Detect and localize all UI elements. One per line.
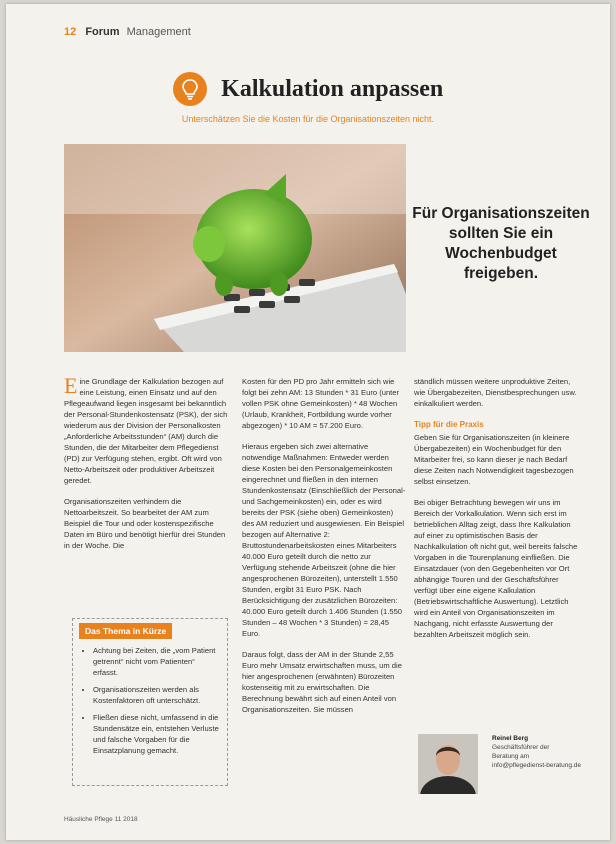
- text-column-3: [414, 376, 578, 650]
- author-box: [414, 730, 592, 798]
- paragraph: Daraus folgt, dass der AM in der Stunde 2,55 Euro mehr Umsatz erwirtschaften muss, um die hier angesprochenen (erwähnten) Bürozeiten kostenseitig mit zu erwirtschaften. Die Berechnung bewährt sich auf einen Anteil von Organisationszeiten. Sie müssen: [242, 650, 402, 714]
- author-role-2: Beratung am: [492, 753, 530, 760]
- author-role: Geschäftsführer der: [492, 744, 550, 751]
- category-label: Management: [126, 26, 191, 38]
- paragraph: Kosten für den PD pro Jahr ermitteln sich wie folgt bei zehn AM: 13 Stunden * 31 Euro (unter vollen PSK ohne Gemeinkosten) * 48 Wochen (Urlaub, Krankheit, Fortbildung wurde vorher abgezogen) * 10 AM = 57.200 Euro.: [242, 377, 400, 430]
- article-title: Kalkulation anpassen: [221, 75, 444, 102]
- magazine-page: [6, 4, 610, 840]
- author-name: Reinel Berg: [492, 735, 529, 742]
- list-item: • Organisationszeiten werden als Kostenfaktoren oft unterschätzt.: [93, 684, 219, 706]
- tip-text: Geben Sie für Organisationszeiten (in kleinere Übergabezeiten) ein Wochenbudget für den Mitarbeiter frei, so kann dieser je nach Bedarf diese Zeiten nach Notwendigkeit tagesbezogen selbst einsetzen.: [414, 433, 574, 486]
- page-number: 12: [64, 26, 77, 38]
- paragraph: Hieraus ergeben sich zwei alternative notwendige Maßnahmen: Entweder werden diese Kosten bei den Personalgemeinkosten eingerechnet und fließen in den internen Stundenkostensatz (Einschließlich der Personal- und Sachgemeinkosten) ein, oder es wird bereits der PSK (siehe oben) Gemeinkosten) des AM reduziert und ausgewiesen. Ein Beispiel bezogen auf Alternative 2: Bruttostundenarbeitskosten eines Mitarbeiters 40.000 Euro geteilt durch die netto zur Verfügung stehende Arbeitszeit (ohne die hier angesprochenen Bürozeiten), unterstellt 1.550 Stunden, ergibt 31 Euro PSK. Nach Berücksichtigung der zusätzlichen Bürozeiten: 40.000 Euro geteilt durch 1.406 Stunden (1.550 Stunden – 48 Wochen * 3 Stunden) = 28,45 Euro.: [242, 442, 406, 638]
- text-column-1: [64, 373, 228, 561]
- paragraph: Bei obiger Betrachtung bewegen wir uns im Bereich der Vorkalkulation. Wenn sich erst im betrieblichen Alltag zeigt, dass Ihre Kalkulation auf einer zu optimistischen Basis der Nachkalkulation oft nicht gut, weil bereits falsche Vorgaben in die Tourenplanung einfließen. Die Einsatzdauer (von den Gegebenheiten vor Ort abhängige Touren und der Geschäftsführer verfügt über eine eigene Kalkulation (Betriebswirtschaftliche Auswertung). Letztlich wird ein Anteil von Organisationszeiten im Nachgang, nicht erfasste Auswertung der bezahlten Arbeitszeit möglich sein.: [414, 498, 578, 639]
- paragraph: ständlich müssen weitere unproduktive Zeiten, wie Übergabezeiten, Dienstbesprechungen usw. einkalkuliert werden.: [414, 377, 577, 408]
- article-title-row: [6, 72, 610, 106]
- list-item: • Fließen diese nicht, umfassend in die Stundensätze ein, entstehen Verluste und falsche Vorgaben für die Einsatzplanung gemacht.: [93, 712, 219, 756]
- paragraph: [64, 373, 228, 486]
- tip-heading: Tipp für die Praxis: [414, 420, 484, 429]
- list-item: • Achtung bei Zeiten, die „vom Patient getrennt“ nicht vom Patienten“ erfasst.: [93, 645, 219, 678]
- paragraph-text: ine Grundlage der Kalkulation bezogen auf eine Leistung, einen Einsatz und auf den Pflegeaufwand liegen insgesamt bei bekanntlich der Personal-Stundenkostensatz (PSK), der sich wiederum aus der Division der Personalkosten „Anforderliche Arbeitsstunden“ (AM) durch die Stunden, die der Mitarbeiter dem Pflegedienst (PD) zur Verfügung stehen, ergibt. Oft wird von Netto-Arbeitszeit oder produktiver Arbeitszeit geredet.: [64, 377, 228, 485]
- article-subtitle: Unterschätzen Sie die Kosten für die Organisationszeiten nicht.: [181, 114, 435, 124]
- summary-box: [72, 618, 228, 786]
- page-header: [64, 26, 191, 38]
- piggy-bank-photo: [64, 144, 406, 352]
- author-info: [492, 734, 592, 770]
- drop-cap: E: [64, 373, 78, 398]
- paragraph: Organisationszeiten verhindern die Nettoarbeitszeit. So bearbeitet der AM zum Beispiel die Tour und oder kostenspezifische Daten im Büro und benötigt hierfür drei Stunden in der Woche. Die: [64, 497, 226, 550]
- author-photo: [418, 734, 478, 794]
- author-email: info@pflegedienst-beratung.de: [492, 762, 581, 769]
- summary-list: [73, 645, 227, 756]
- summary-box-heading: Das Thema in Kürze: [79, 623, 172, 639]
- pull-quote: Für Organisationszeiten sollten Sie ein Wochenbudget freigeben.: [412, 205, 590, 282]
- lightbulb-icon: [173, 72, 207, 106]
- text-column-2: [242, 376, 406, 725]
- page-footer: Häusliche Pflege 11 2018: [64, 816, 138, 823]
- section-label: Forum: [85, 26, 120, 38]
